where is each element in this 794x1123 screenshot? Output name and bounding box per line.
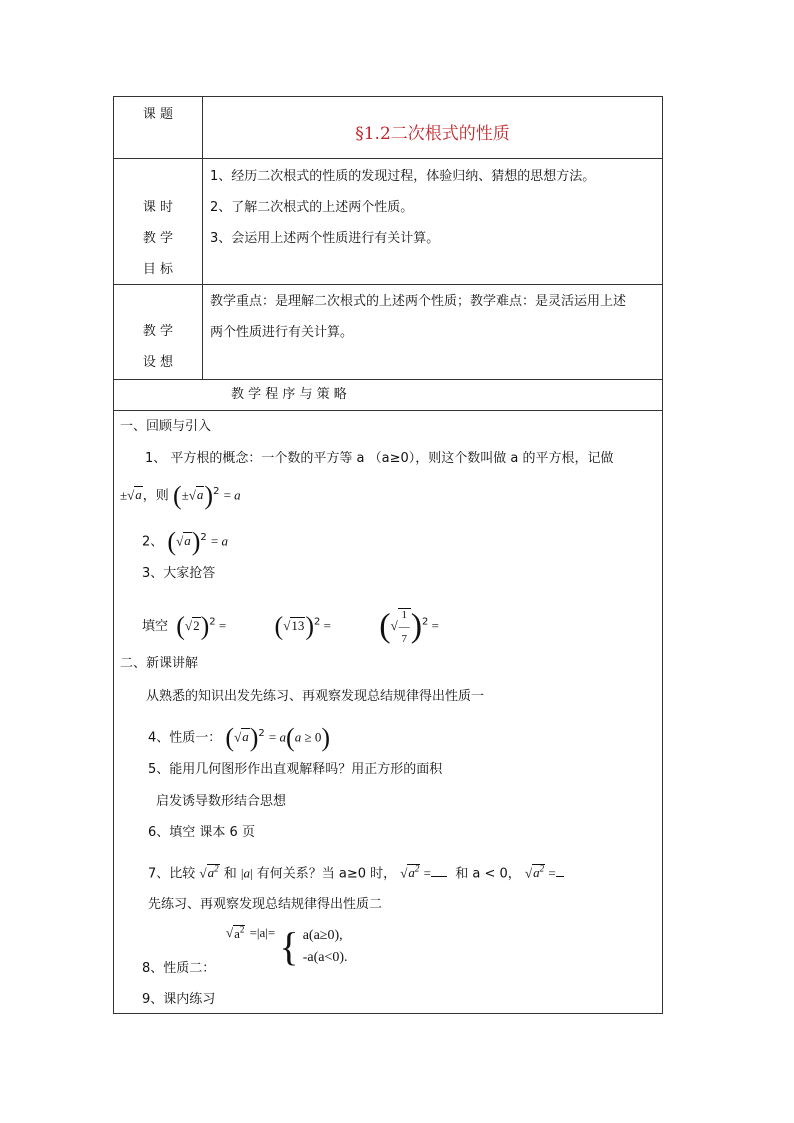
item-4: 4、性质一： $(√a)^2 = a(a \ge 0)$ xyxy=(148,722,330,752)
item-8: 8、性质二： xyxy=(142,961,216,976)
goal-item: 1、经历二次根式的性质的发现过程，体验归纳、猜想的思想方法。 xyxy=(210,169,596,184)
section-heading: 二、新课讲解 xyxy=(120,656,199,671)
item-3: 3、大家抢答 xyxy=(142,566,216,581)
design-text: 教学重点：是理解二次根式的上述两个性质；教学难点：是灵活运用上述 两个性质进行有关计算。 xyxy=(210,294,627,340)
lesson-title: §1.2二次根式的性质 xyxy=(355,124,510,144)
practice-text: 先练习、再观察发现总结规律得出性质二 xyxy=(148,897,383,912)
item-9: 9、课内练习 xyxy=(142,992,216,1007)
topic-label: 课 题 xyxy=(142,107,174,122)
goals-list xyxy=(210,161,654,254)
goal-item: 2、了解二次根式的上述两个性质。 xyxy=(210,200,414,215)
row-divider xyxy=(114,410,662,411)
item-1: 1、 平方根的概念：一个数的平方等 a （a≥0），则这个数叫做 a 的平方根，记做 xyxy=(145,451,614,466)
goal-label: 课 时 教 学 目 标 xyxy=(142,200,174,277)
row-divider xyxy=(114,158,662,159)
design-label: 教 学 设 想 xyxy=(142,324,174,370)
procedure-heading: 教 学 程 序 与 策 略 xyxy=(231,387,347,402)
item-5: 5、能用几何图形作出直观解释吗？用正方形的面积 xyxy=(148,762,443,777)
row-divider xyxy=(114,379,662,380)
property-two-formula: $√a^2 =|a|=$ { a(a≥0), -a(a<0). xyxy=(226,924,348,969)
item-7: 7、比较 $√a^2$ 和 |a| 有何关系？当 a≥0 时， $√a^2$ = 和 a < 0， $√a^2$ = xyxy=(148,858,564,885)
fill-in-row: 填空 $(√2)^2 = (√13)^2 = (√1$ — 7 )$^2$ = xyxy=(142,607,440,645)
goal-item: 3、会运用上述两个性质进行有关计算。 xyxy=(210,231,440,246)
intro-text: 从熟悉的知识出发先练习、再观察发现总结规律得出性质一 xyxy=(146,689,485,704)
hint-text: 启发诱导数形结合思想 xyxy=(156,794,287,809)
lesson-table xyxy=(113,96,663,1014)
item-1-formula: ±√a，则 $(\pm√a)^2 = a$ xyxy=(120,480,241,510)
item-6: 6、填空 课本 6 页 xyxy=(148,825,255,840)
section-heading: 一、回顾与引入 xyxy=(120,419,212,434)
item-2: 2、 $(√a)^2 = a$ xyxy=(142,526,229,556)
